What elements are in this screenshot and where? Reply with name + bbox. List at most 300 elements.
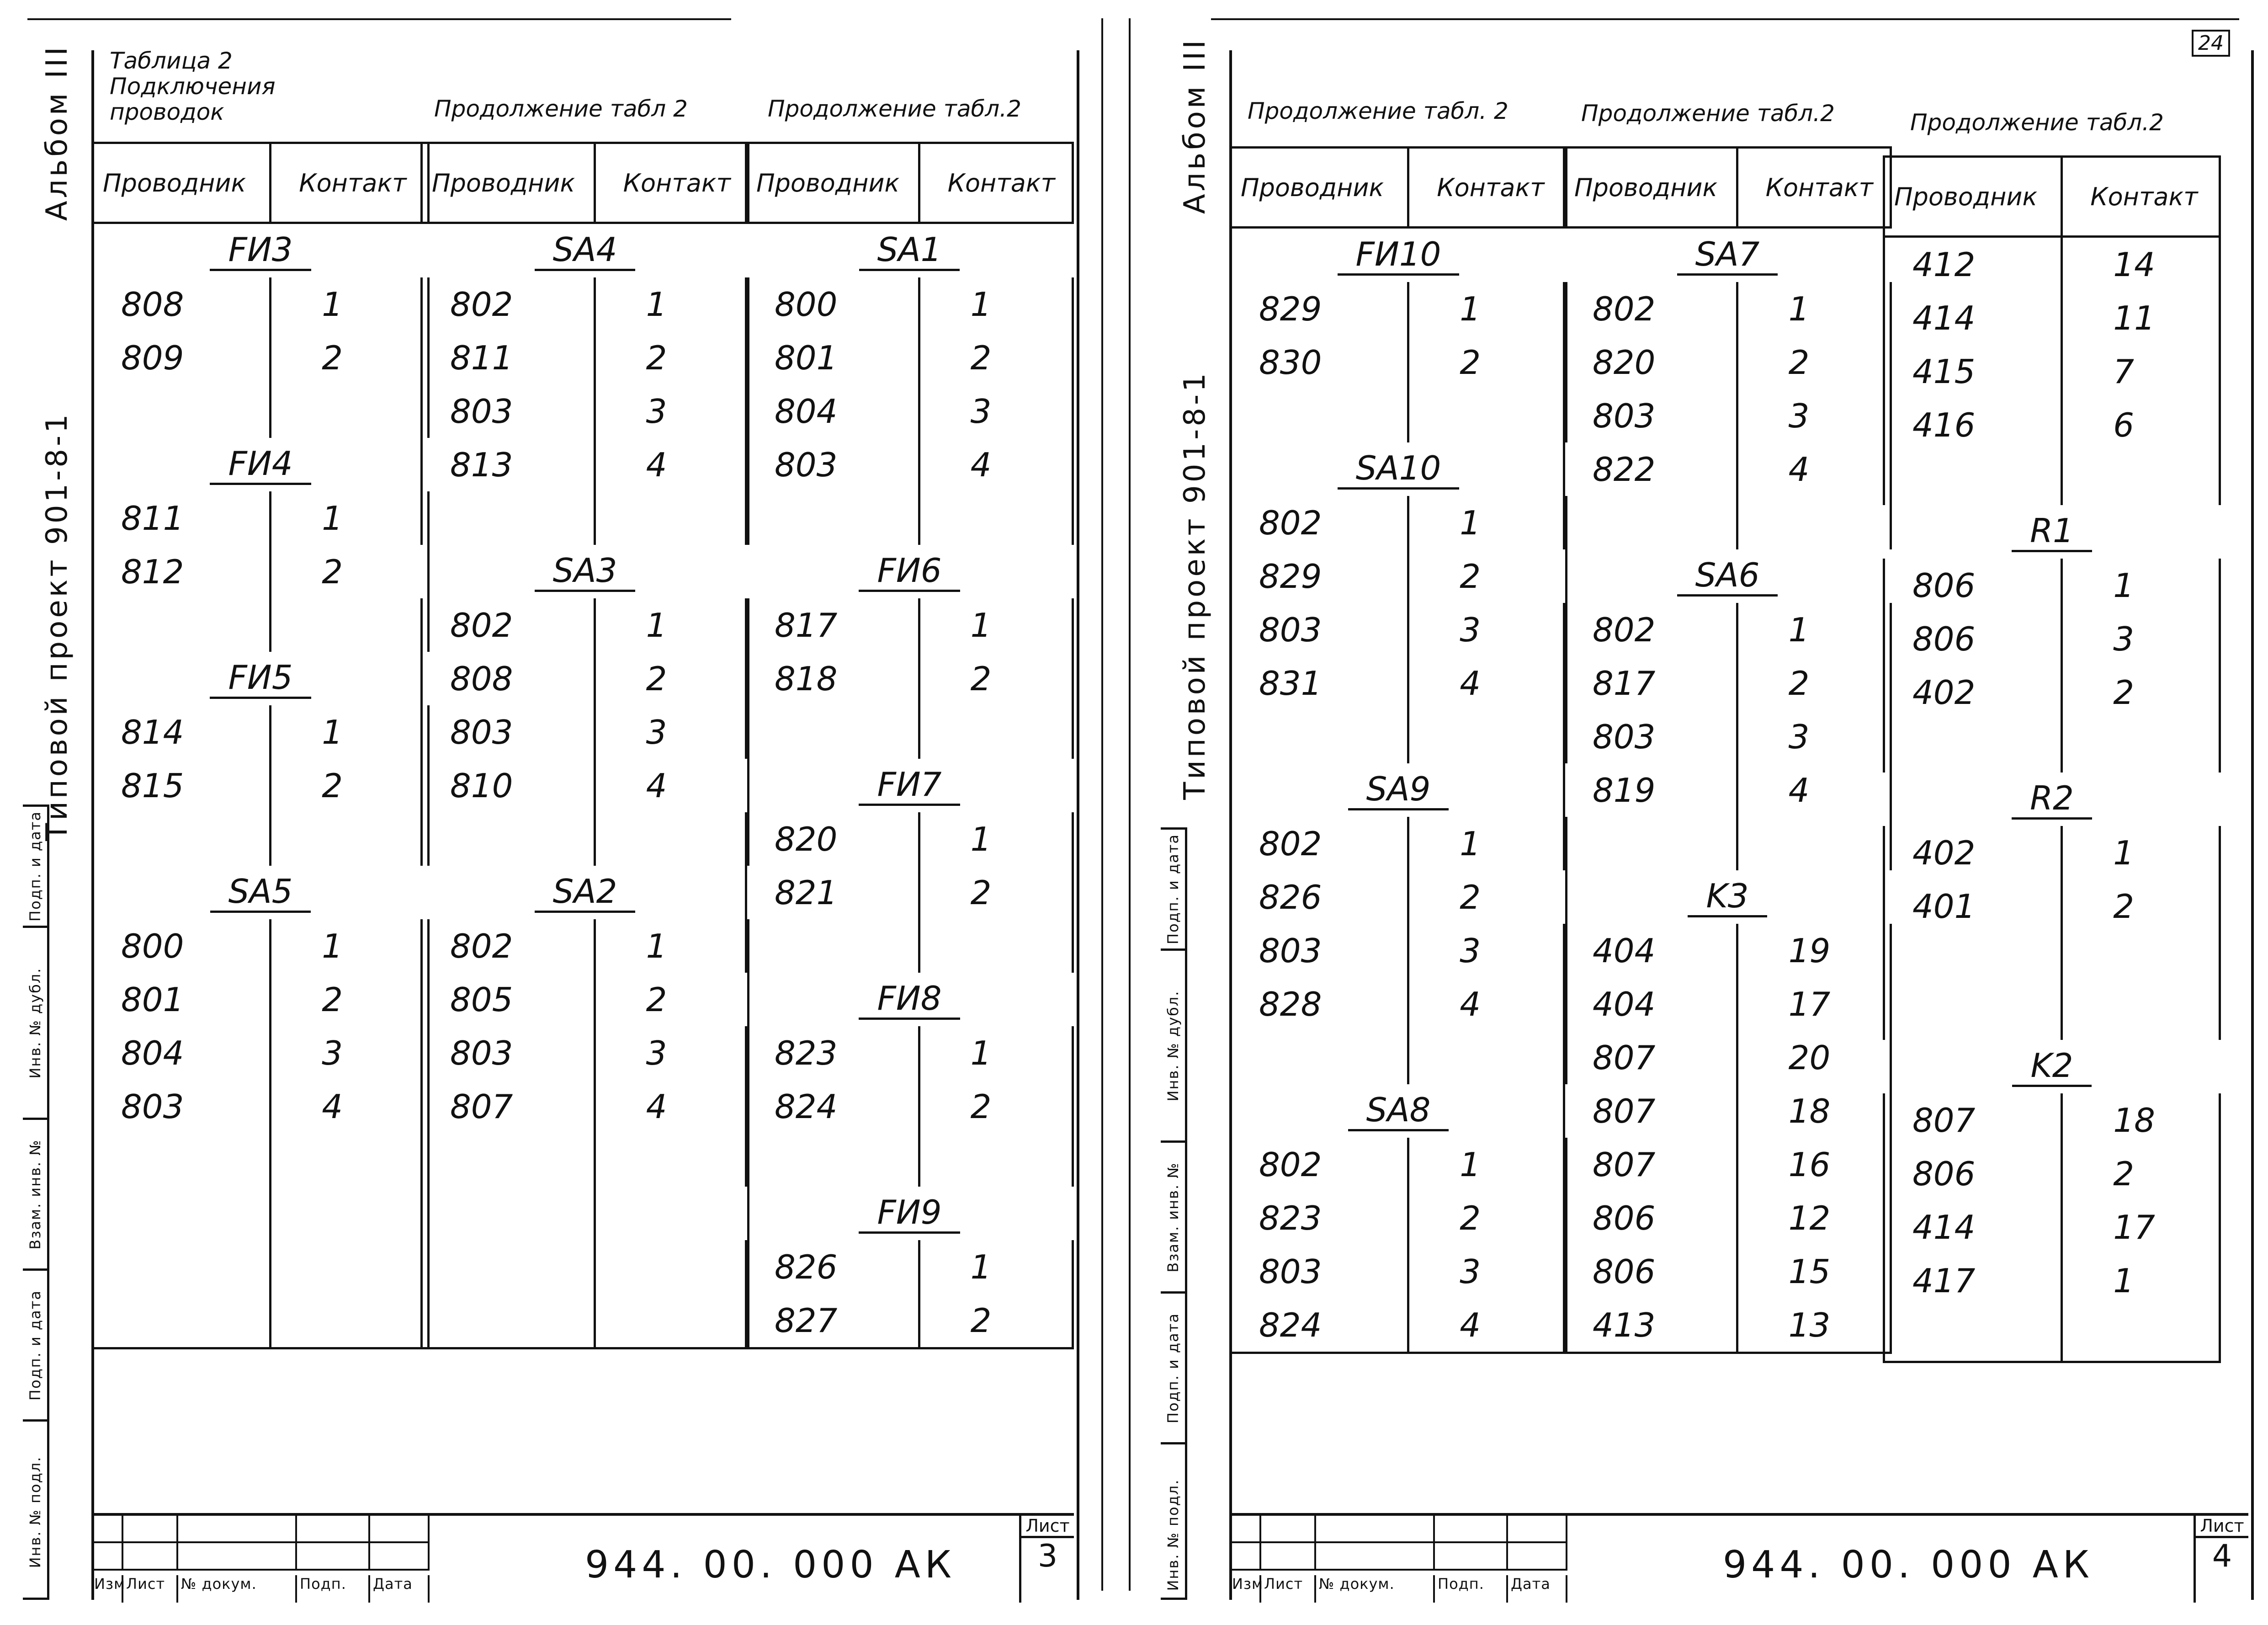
section-label: FИ4: [210, 444, 311, 485]
continuation-title: Продолжение табл. 2: [1248, 98, 1508, 124]
contact-cell: 1: [1408, 1138, 1567, 1191]
stamp-cell-label: Инв. № дубл.: [26, 967, 44, 1078]
revision-label: Подп.: [297, 1575, 370, 1603]
project-label: Типовой проект 901-8-1: [1178, 370, 1212, 800]
revision-label: Лист: [1261, 1575, 1316, 1603]
table-row: [93, 973, 429, 1026]
conductor-cell: 803: [1564, 710, 1737, 763]
conductor-cell: 830: [1231, 336, 1408, 389]
section-label: R2: [2012, 779, 2092, 820]
table-row: [422, 598, 749, 652]
stamp-cell: [1161, 948, 1185, 1140]
stamp-cell-label: Инв. № подл.: [1164, 1479, 1182, 1591]
contact-cell: 3: [1737, 710, 1891, 763]
section-header-row: [93, 223, 429, 278]
section-header-row: [746, 973, 1073, 1026]
table-row: [1884, 237, 2220, 292]
conductor-cell: 828: [1231, 977, 1408, 1031]
conductor-cell: 819: [1564, 763, 1737, 817]
section-label: FИ7: [859, 765, 960, 806]
conductor-cell: 807: [1884, 1093, 2062, 1147]
section-cell: [1231, 763, 1567, 817]
contact-cell: 12: [1737, 1191, 1891, 1245]
conductor-cell: 802: [1564, 603, 1737, 656]
table-row: [746, 384, 1073, 438]
album-label: Альбом III: [1178, 37, 1212, 214]
contact-cell: 17: [2062, 1200, 2220, 1254]
contact-cell: [919, 919, 1073, 973]
section-header-row: [1231, 228, 1567, 282]
conductor-cell: 824: [1231, 1298, 1408, 1353]
contact-cell: 4: [1408, 977, 1567, 1031]
right-side-strip: [1161, 37, 1229, 1600]
contact-cell: 15: [1737, 1245, 1891, 1298]
conductor-cell: 802: [1231, 496, 1408, 549]
section-header-row: [93, 438, 429, 491]
stamp-cell-label: Взам. инв. №: [26, 1139, 44, 1250]
section-label: K3: [1688, 877, 1767, 917]
sheet-label: Лист: [1021, 1516, 1074, 1538]
table-row: [1564, 496, 1891, 549]
conductor-cell: 404: [1564, 924, 1737, 977]
left-stamp-column: [23, 805, 49, 1600]
table-row: [1564, 1138, 1891, 1191]
table-row: [1884, 1200, 2220, 1254]
stamp-cell-label: Инв. № подл.: [26, 1456, 44, 1568]
table-row: [1564, 603, 1891, 656]
contact-cell: 4: [1408, 656, 1567, 710]
left-side-strip: [23, 44, 91, 1600]
table-row: [1884, 1254, 2220, 1307]
contact-cell: [919, 491, 1073, 545]
section-cell: [1564, 549, 1891, 603]
wiring-table-right-3: [1883, 155, 2221, 1363]
contact-cell: 4: [595, 1080, 748, 1133]
section-header-row: [422, 545, 749, 598]
section-header-row: [746, 223, 1073, 278]
table-row: [746, 812, 1073, 866]
title-block: [1229, 1513, 2248, 1600]
conductor-cell: [93, 1240, 271, 1294]
contact-cell: 7: [2062, 345, 2220, 398]
conductor-cell: 803: [422, 1026, 595, 1080]
page-corner-number: 24: [2192, 30, 2230, 57]
conductor-cell: 804: [93, 1026, 271, 1080]
conductor-cell: 807: [1564, 1031, 1737, 1084]
revision-label: Дата: [1508, 1575, 1567, 1603]
center-fold-line: [1101, 18, 1103, 1591]
conductor-cell: [93, 384, 271, 438]
section-label: SA5: [210, 872, 311, 913]
conductor-cell: 820: [746, 812, 919, 866]
table-row: [1231, 1191, 1567, 1245]
section-cell: [746, 973, 1073, 1026]
contact-cell: 2: [1408, 870, 1567, 924]
header-conductor: Проводник: [1884, 157, 2062, 237]
header-contact: Контакт: [919, 143, 1073, 223]
section-cell: [93, 438, 429, 491]
section-label: FИ10: [1338, 235, 1460, 276]
column-header-row: [1231, 148, 1567, 228]
conductor-cell: [1884, 1307, 2062, 1362]
table-row: [746, 598, 1073, 652]
conductor-cell: [746, 491, 919, 545]
header-conductor: Проводник: [746, 143, 919, 223]
section-cell: [422, 545, 749, 598]
conductor-cell: 414: [1884, 1200, 2062, 1254]
contact-cell: [1737, 496, 1891, 549]
table-row: [746, 277, 1073, 331]
table-row: [1231, 710, 1567, 763]
contact-cell: 2: [1737, 656, 1891, 710]
conductor-cell: 803: [422, 705, 595, 759]
conductor-cell: 802: [422, 919, 595, 973]
contact-cell: [2062, 986, 2220, 1040]
conductor-cell: [1231, 710, 1408, 763]
header-contact: Контакт: [1737, 148, 1891, 228]
contact-cell: 3: [1408, 1245, 1567, 1298]
stamp-cell: [23, 1118, 47, 1268]
contact-cell: [919, 1133, 1073, 1187]
table-row: [1564, 763, 1891, 817]
table-row: [93, 277, 429, 331]
table-row: [1884, 1307, 2220, 1362]
contact-cell: 2: [271, 545, 429, 598]
contact-cell: [595, 1294, 748, 1348]
contact-cell: 1: [1408, 496, 1567, 549]
table-row: [93, 1240, 429, 1294]
table-row: [1231, 389, 1567, 442]
column-header-row: [1884, 157, 2220, 237]
conductor-cell: 416: [1884, 398, 2062, 452]
table-row: [1231, 603, 1567, 656]
conductor-cell: 806: [1884, 1147, 2062, 1200]
conductor-cell: 817: [1564, 656, 1737, 710]
section-cell: [1884, 773, 2220, 826]
table-row: [1231, 656, 1567, 710]
section-label: SA1: [859, 230, 960, 271]
table-row: [422, 1080, 749, 1133]
section-header-row: [93, 866, 429, 919]
table-row: [93, 1026, 429, 1080]
album-label: Альбом III: [40, 44, 74, 221]
conductor-cell: 802: [422, 598, 595, 652]
table-row: [746, 652, 1073, 705]
section-header-row: [1884, 1040, 2220, 1093]
section-label: SA10: [1338, 449, 1460, 490]
sheet-number: 4: [2212, 1538, 2232, 1574]
contact-cell: 3: [2062, 612, 2220, 666]
table-row: [93, 1080, 429, 1133]
conductor-cell: 806: [1884, 559, 2062, 612]
table-row: [1231, 1298, 1567, 1353]
table-row: [746, 919, 1073, 973]
conductor-cell: 818: [746, 652, 919, 705]
contact-cell: 18: [1737, 1084, 1891, 1138]
conductor-cell: 803: [1564, 389, 1737, 442]
table-row: [1564, 442, 1891, 496]
table-row: [93, 545, 429, 598]
contact-cell: [271, 1294, 429, 1348]
conductor-cell: [422, 1133, 595, 1187]
contact-cell: 18: [2062, 1093, 2220, 1147]
contact-cell: [595, 1240, 748, 1294]
stamp-cell: [1161, 1140, 1185, 1291]
stamp-cell: [1161, 1442, 1185, 1625]
table-row: [1564, 282, 1891, 336]
contact-cell: 2: [919, 652, 1073, 705]
contact-cell: 3: [595, 705, 748, 759]
conductor-cell: 807: [422, 1080, 595, 1133]
right-stamp-column: [1161, 827, 1187, 1600]
conductor-cell: 800: [746, 277, 919, 331]
conductor-cell: 829: [1231, 282, 1408, 336]
document-number: 944. 00. 000 АК: [585, 1543, 956, 1587]
section-label: SA8: [1348, 1091, 1449, 1131]
contact-cell: 4: [1737, 763, 1891, 817]
contact-cell: 2: [271, 331, 429, 384]
conductor-cell: 811: [93, 491, 271, 545]
table-row: [1884, 666, 2220, 719]
table-row: [422, 1294, 749, 1348]
contact-cell: [595, 812, 748, 866]
contact-cell: 2: [595, 652, 748, 705]
conductor-cell: 401: [1884, 879, 2062, 933]
contact-cell: 1: [1737, 603, 1891, 656]
continuation-title: Продолжение табл.2: [768, 96, 1021, 122]
conductor-cell: 813: [422, 438, 595, 491]
sheet-number-box: [2194, 1516, 2248, 1603]
conductor-cell: [1564, 496, 1737, 549]
conductor-cell: [93, 598, 271, 652]
table-row: [1884, 879, 2220, 933]
section-label: SA2: [535, 872, 636, 913]
contact-cell: 4: [271, 1080, 429, 1133]
section-label: FИ3: [210, 230, 311, 271]
section-cell: [1564, 228, 1891, 282]
table-row: [1564, 389, 1891, 442]
table-row: [1564, 817, 1891, 870]
revision-labels: [91, 1575, 430, 1603]
table-row: [1231, 817, 1567, 870]
conductor-cell: 800: [93, 919, 271, 973]
header-contact: Контакт: [1408, 148, 1567, 228]
conductor-cell: 402: [1884, 826, 2062, 879]
conductor-cell: 803: [1231, 603, 1408, 656]
stamp-cell-label: Подп. и дата: [1164, 834, 1182, 944]
conductor-cell: 808: [93, 277, 271, 331]
section-label: SA7: [1677, 235, 1778, 276]
conductor-cell: 807: [1564, 1138, 1737, 1191]
contact-cell: 3: [1408, 924, 1567, 977]
section-label: FИ5: [210, 658, 311, 699]
contact-cell: [271, 812, 429, 866]
table-row: [746, 1133, 1073, 1187]
conductor-cell: 810: [422, 759, 595, 812]
contact-cell: 2: [919, 331, 1073, 384]
contact-cell: 1: [1408, 817, 1567, 870]
contact-cell: 1: [919, 598, 1073, 652]
revision-label: № докум.: [1316, 1575, 1435, 1603]
table-row: [422, 1026, 749, 1080]
conductor-cell: 809: [93, 331, 271, 384]
header-conductor: Проводник: [93, 143, 271, 223]
table-row: [1884, 398, 2220, 452]
contact-cell: [1737, 817, 1891, 870]
section-header-row: [422, 866, 749, 919]
table-row: [1231, 1031, 1567, 1084]
table-row: [1564, 336, 1891, 389]
table-row: [1564, 1245, 1891, 1298]
contact-cell: 1: [595, 598, 748, 652]
conductor-cell: 821: [746, 866, 919, 919]
conductor-cell: 806: [1564, 1191, 1737, 1245]
section-header-row: [1231, 442, 1567, 496]
conductor-cell: 823: [1231, 1191, 1408, 1245]
conductor-cell: 808: [422, 652, 595, 705]
contact-cell: [2062, 452, 2220, 505]
contact-cell: 4: [1408, 1298, 1567, 1353]
conductor-cell: 822: [1564, 442, 1737, 496]
table-row: [422, 277, 749, 331]
contact-cell: [2062, 933, 2220, 986]
table-row: [1884, 1147, 2220, 1200]
revision-label: Дата: [370, 1575, 430, 1603]
contact-cell: [919, 705, 1073, 759]
table-row: [1564, 1084, 1891, 1138]
conductor-cell: 803: [422, 384, 595, 438]
contact-cell: [271, 1187, 429, 1240]
table-row: [746, 438, 1073, 491]
wiring-table-left-3: [745, 142, 1074, 1349]
contact-cell: 2: [271, 973, 429, 1026]
conductor-cell: [1884, 719, 2062, 773]
section-header-row: [746, 759, 1073, 812]
contact-cell: [271, 1240, 429, 1294]
conductor-cell: 803: [93, 1080, 271, 1133]
continuation-title: Продолжение табл.2: [1910, 109, 2164, 136]
table-row: [422, 919, 749, 973]
contact-cell: 1: [271, 491, 429, 545]
section-header-row: [1564, 549, 1891, 603]
conductor-cell: 826: [1231, 870, 1408, 924]
section-header-row: [1564, 870, 1891, 924]
right-sheet: [1161, 32, 2248, 1600]
table-row: [93, 598, 429, 652]
stamp-cell-label: Подп. и дата: [1164, 1312, 1182, 1423]
table-row: [93, 1294, 429, 1348]
wiring-table-left-1: [91, 142, 430, 1349]
revision-label: Изм: [91, 1575, 123, 1603]
table-row: [1884, 986, 2220, 1040]
conductor-cell: 801: [93, 973, 271, 1026]
table-row: [1884, 291, 2220, 345]
table-row: [1564, 656, 1891, 710]
stamp-cell-label: Подп. и дата: [26, 1289, 44, 1401]
conductor-cell: [1884, 452, 2062, 505]
conductor-cell: 417: [1884, 1254, 2062, 1307]
project-label: Типовой проект 901-8-1: [40, 411, 74, 841]
section-label: R1: [2012, 511, 2092, 552]
conductor-cell: 814: [93, 705, 271, 759]
conductor-cell: 404: [1564, 977, 1737, 1031]
revision-label: Подп.: [1435, 1575, 1508, 1603]
center-fold-line-2: [1129, 18, 1131, 1591]
table-row: [1231, 282, 1567, 336]
revision-label: Изм: [1229, 1575, 1261, 1603]
conductor-cell: 801: [746, 331, 919, 384]
conductor-cell: 413: [1564, 1298, 1737, 1353]
table-row: [422, 384, 749, 438]
section-cell: [93, 866, 429, 919]
conductor-cell: 803: [1231, 924, 1408, 977]
contact-cell: 2: [1408, 549, 1567, 603]
section-label: SA9: [1348, 770, 1449, 810]
contact-cell: 11: [2062, 291, 2220, 345]
revision-grid: [91, 1516, 430, 1571]
conductor-cell: [422, 812, 595, 866]
contact-cell: 2: [919, 1080, 1073, 1133]
table-row: [422, 973, 749, 1026]
left-sheet: [23, 44, 1074, 1600]
conductor-cell: 802: [1231, 1138, 1408, 1191]
table-row: [1884, 933, 2220, 986]
stamp-cell: [1161, 1291, 1185, 1442]
contact-cell: 1: [271, 705, 429, 759]
section-header-row: [1564, 228, 1891, 282]
contact-cell: 2: [919, 1294, 1073, 1348]
section-header-row: [1231, 1084, 1567, 1138]
table-row: [422, 438, 749, 491]
contact-cell: 1: [271, 277, 429, 331]
contact-cell: 2: [595, 331, 748, 384]
table-row: [422, 759, 749, 812]
table-row: [746, 1080, 1073, 1133]
stamp-cell: [23, 1419, 47, 1602]
conductor-cell: 817: [746, 598, 919, 652]
continuation-title: Продолжение табл.2: [1581, 100, 1835, 127]
conductor-cell: [422, 491, 595, 545]
table-row: [93, 1133, 429, 1187]
conductor-cell: 415: [1884, 345, 2062, 398]
section-label: FИ8: [859, 979, 960, 1020]
table-row: [1564, 1191, 1891, 1245]
table-row: [422, 812, 749, 866]
section-header-row: [93, 652, 429, 705]
table-row: [93, 812, 429, 866]
table-row: [1231, 924, 1567, 977]
table-row: [1884, 559, 2220, 612]
section-label: FИ6: [859, 551, 960, 592]
contact-cell: 1: [595, 919, 748, 973]
contact-cell: 2: [271, 759, 429, 812]
contact-cell: 1: [919, 277, 1073, 331]
section-header-row: [1231, 763, 1567, 817]
table-row: [1564, 710, 1891, 763]
contact-cell: 1: [1408, 282, 1567, 336]
table-row: [1884, 452, 2220, 505]
conductor-cell: 802: [1231, 817, 1408, 870]
header-conductor: Проводник: [1564, 148, 1737, 228]
contact-cell: 2: [1408, 1191, 1567, 1245]
conductor-cell: 820: [1564, 336, 1737, 389]
table-row: [746, 866, 1073, 919]
table-row: [1564, 977, 1891, 1031]
contact-cell: 3: [1408, 603, 1567, 656]
contact-cell: [595, 1187, 748, 1240]
wiring-table-right-1: [1229, 146, 1567, 1354]
contact-cell: 2: [595, 973, 748, 1026]
